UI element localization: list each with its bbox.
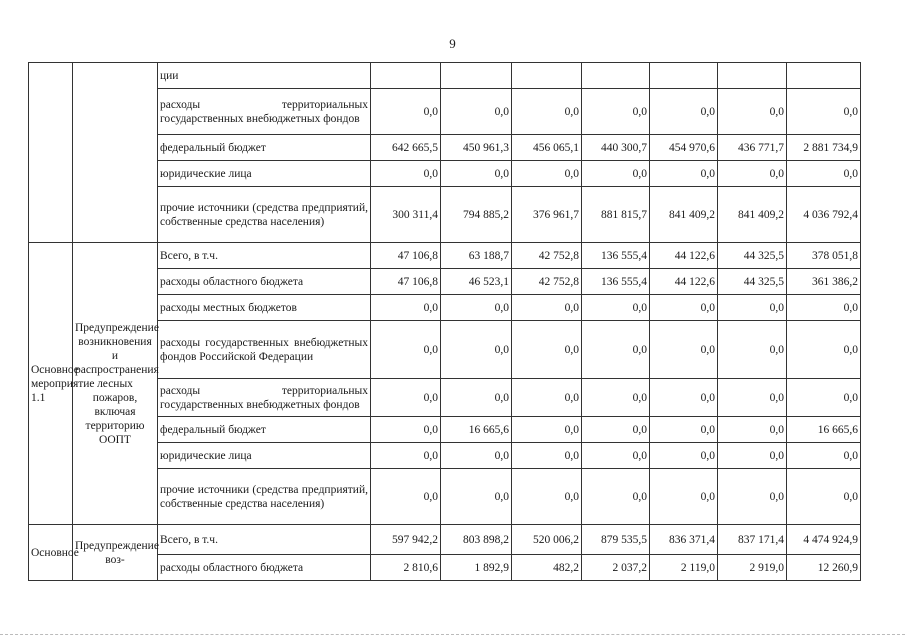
amount-cell: 0,0 (371, 379, 441, 417)
amount-cell: 0,0 (718, 161, 787, 187)
amount-cell: 46 523,1 (441, 269, 512, 295)
amount-cell: 0,0 (371, 417, 441, 443)
amount-cell: 881 815,7 (582, 187, 650, 243)
funding-source-label: юридические лица (158, 161, 371, 187)
amount-cell: 0,0 (787, 295, 861, 321)
activity-type-cell: Основное (29, 525, 73, 581)
amount-cell: 0,0 (787, 321, 861, 379)
amount-cell: 0,0 (787, 443, 861, 469)
amount-cell: 12 260,9 (787, 555, 861, 581)
amount-cell: 436 771,7 (718, 135, 787, 161)
amount-cell: 0,0 (371, 161, 441, 187)
amount-cell: 0,0 (582, 443, 650, 469)
amount-cell (650, 63, 718, 89)
amount-cell: 47 106,8 (371, 243, 441, 269)
amount-cell: 4 036 792,4 (787, 187, 861, 243)
funding-source-label: федеральный бюджет (158, 135, 371, 161)
amount-cell: 0,0 (650, 295, 718, 321)
amount-cell: 300 311,4 (371, 187, 441, 243)
amount-cell: 0,0 (718, 469, 787, 525)
activity-name-cell: Предупреждение воз- (73, 525, 158, 581)
amount-cell: 0,0 (512, 443, 582, 469)
amount-cell: 0,0 (371, 443, 441, 469)
amount-cell: 0,0 (718, 417, 787, 443)
amount-cell (787, 63, 861, 89)
amount-cell: 0,0 (371, 295, 441, 321)
amount-cell: 0,0 (582, 89, 650, 135)
amount-cell: 597 942,2 (371, 525, 441, 555)
amount-cell: 42 752,8 (512, 243, 582, 269)
amount-cell: 0,0 (512, 295, 582, 321)
amount-cell: 44 325,5 (718, 243, 787, 269)
amount-cell: 0,0 (582, 161, 650, 187)
amount-cell: 0,0 (441, 443, 512, 469)
amount-cell: 0,0 (718, 443, 787, 469)
amount-cell: 44 122,6 (650, 269, 718, 295)
funding-source-label: расходы государственных внебюджетных фондов Российской Федерации (158, 321, 371, 379)
amount-cell (371, 63, 441, 89)
funding-source-label: расходы территориальных государственных внебюджетных фондов (158, 379, 371, 417)
amount-cell: 0,0 (582, 469, 650, 525)
amount-cell: 450 961,3 (441, 135, 512, 161)
amount-cell: 0,0 (582, 295, 650, 321)
amount-cell: 376 961,7 (512, 187, 582, 243)
amount-cell: 0,0 (650, 321, 718, 379)
amount-cell: 0,0 (441, 379, 512, 417)
amount-cell: 2 881 734,9 (787, 135, 861, 161)
amount-cell: 378 051,8 (787, 243, 861, 269)
amount-cell: 16 665,6 (441, 417, 512, 443)
amount-cell: 837 171,4 (718, 525, 787, 555)
amount-cell: 4 474 924,9 (787, 525, 861, 555)
activity-name-cell (73, 63, 158, 243)
funding-source-label: расходы местных бюджетов (158, 295, 371, 321)
amount-cell: 0,0 (371, 469, 441, 525)
funding-source-label: ции (158, 63, 371, 89)
amount-cell (441, 63, 512, 89)
amount-cell: 44 122,6 (650, 243, 718, 269)
budget-table (28, 62, 861, 581)
amount-cell: 0,0 (371, 89, 441, 135)
amount-cell: 0,0 (787, 379, 861, 417)
activity-type-cell: Основное мероприятие 1.1 (29, 243, 73, 525)
amount-cell: 361 386,2 (787, 269, 861, 295)
table-row (29, 63, 861, 89)
funding-source-label: расходы территориальных государственных внебюджетных фондов (158, 89, 371, 135)
amount-cell: 0,0 (582, 417, 650, 443)
amount-cell: 841 409,2 (650, 187, 718, 243)
amount-cell: 0,0 (650, 89, 718, 135)
amount-cell: 0,0 (512, 161, 582, 187)
funding-source-label: юридические лица (158, 443, 371, 469)
amount-cell: 836 371,4 (650, 525, 718, 555)
amount-cell: 0,0 (371, 321, 441, 379)
amount-cell: 0,0 (512, 469, 582, 525)
amount-cell: 879 535,5 (582, 525, 650, 555)
funding-source-label: Всего, в т.ч. (158, 525, 371, 555)
amount-cell: 2 810,6 (371, 555, 441, 581)
amount-cell: 0,0 (582, 379, 650, 417)
funding-source-label: федеральный бюджет (158, 417, 371, 443)
amount-cell: 0,0 (512, 417, 582, 443)
amount-cell: 0,0 (650, 469, 718, 525)
amount-cell: 0,0 (512, 89, 582, 135)
amount-cell: 2 119,0 (650, 555, 718, 581)
amount-cell: 0,0 (441, 295, 512, 321)
amount-cell: 16 665,6 (787, 417, 861, 443)
activity-name-cell: Предупреждение возникновения и распространения лесных пожаров, включая территорию ООПТ (73, 243, 158, 525)
amount-cell: 520 006,2 (512, 525, 582, 555)
amount-cell: 47 106,8 (371, 269, 441, 295)
amount-cell: 0,0 (650, 161, 718, 187)
activity-type-cell (29, 63, 73, 243)
amount-cell: 42 752,8 (512, 269, 582, 295)
page-bottom-edge (0, 634, 905, 635)
amount-cell: 0,0 (650, 379, 718, 417)
amount-cell: 63 188,7 (441, 243, 512, 269)
amount-cell: 0,0 (787, 469, 861, 525)
amount-cell: 0,0 (787, 89, 861, 135)
amount-cell: 0,0 (512, 321, 582, 379)
amount-cell: 456 065,1 (512, 135, 582, 161)
amount-cell: 0,0 (512, 379, 582, 417)
amount-cell: 2 919,0 (718, 555, 787, 581)
amount-cell: 0,0 (718, 321, 787, 379)
amount-cell (582, 63, 650, 89)
amount-cell (512, 63, 582, 89)
funding-source-label: прочие источники (средства предприятий, собственные средства населения) (158, 187, 371, 243)
amount-cell: 1 892,9 (441, 555, 512, 581)
funding-source-label: прочие источники (средства предприятий, собственные средства населения) (158, 469, 371, 525)
amount-cell: 841 409,2 (718, 187, 787, 243)
amount-cell: 0,0 (441, 161, 512, 187)
amount-cell: 136 555,4 (582, 243, 650, 269)
amount-cell: 482,2 (512, 555, 582, 581)
table-row (29, 243, 861, 269)
amount-cell: 44 325,5 (718, 269, 787, 295)
amount-cell: 642 665,5 (371, 135, 441, 161)
amount-cell: 803 898,2 (441, 525, 512, 555)
amount-cell: 0,0 (441, 469, 512, 525)
amount-cell: 440 300,7 (582, 135, 650, 161)
amount-cell: 0,0 (787, 161, 861, 187)
amount-cell: 794 885,2 (441, 187, 512, 243)
amount-cell: 2 037,2 (582, 555, 650, 581)
amount-cell: 454 970,6 (650, 135, 718, 161)
amount-cell: 0,0 (718, 89, 787, 135)
funding-source-label: расходы областного бюджета (158, 269, 371, 295)
amount-cell: 0,0 (650, 417, 718, 443)
amount-cell: 136 555,4 (582, 269, 650, 295)
amount-cell: 0,0 (582, 321, 650, 379)
table-row (29, 525, 861, 555)
page-number: 9 (449, 36, 456, 51)
amount-cell: 0,0 (718, 379, 787, 417)
funding-source-label: расходы областного бюджета (158, 555, 371, 581)
amount-cell (718, 63, 787, 89)
amount-cell: 0,0 (718, 295, 787, 321)
amount-cell: 0,0 (441, 89, 512, 135)
amount-cell: 0,0 (650, 443, 718, 469)
funding-source-label: Всего, в т.ч. (158, 243, 371, 269)
amount-cell: 0,0 (441, 321, 512, 379)
